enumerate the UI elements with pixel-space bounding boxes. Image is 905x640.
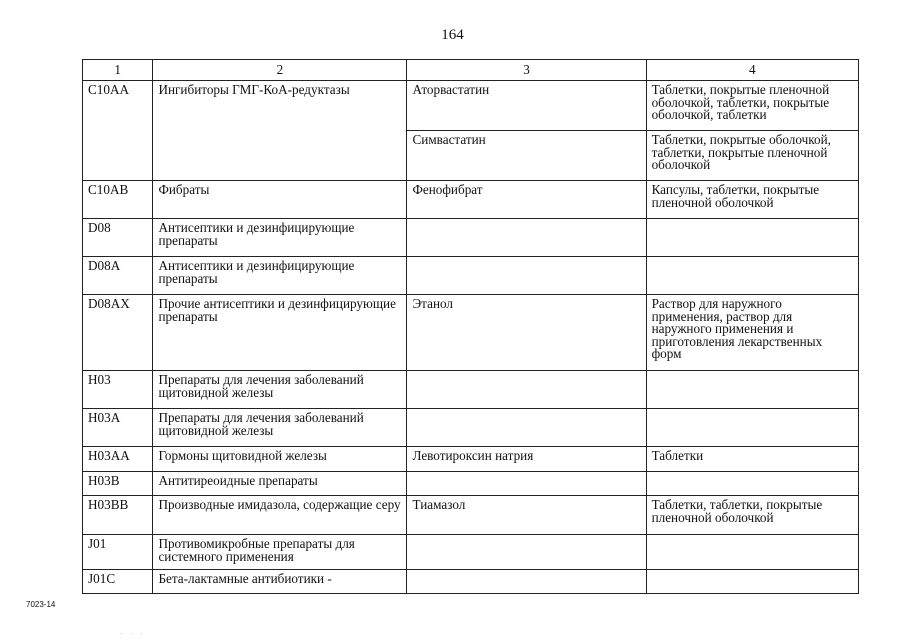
group-cell: Антисептики и дезинфицирующие препараты <box>153 257 407 295</box>
group-cell: Бета-лактамные антибиотики - <box>153 570 407 594</box>
header-cell-form: 4 <box>646 60 858 81</box>
form-cell <box>646 257 858 295</box>
code-cell: H03A <box>83 409 153 447</box>
form-cell: Капсулы, таблетки, покрытые пленочной оболочкой <box>646 181 858 219</box>
code-cell: D08A <box>83 257 153 295</box>
footer-code: 7023-14 <box>26 600 56 609</box>
group-cell: Антисептики и дезинфицирующие препараты <box>153 219 407 257</box>
table-row <box>83 570 859 594</box>
table-row <box>83 447 859 472</box>
form-cell: Таблетки, таблетки, покрытые пленочной оболочкой <box>646 496 858 535</box>
form-cell <box>646 371 858 409</box>
header-cell-code: 1 <box>83 60 153 81</box>
group-cell: Препараты для лечения заболеваний щитовидной железы <box>153 409 407 447</box>
header-row <box>83 60 859 81</box>
group-cell: Фибраты <box>153 181 407 219</box>
form-cell: Таблетки <box>646 447 858 472</box>
form-cell: Таблетки, покрытые пленочной оболочкой, таблетки, покрытые оболочкой, таблетки <box>646 81 858 131</box>
drug-cell <box>407 535 646 570</box>
drug-cell: Этанол <box>407 295 646 371</box>
code-cell: D08AX <box>83 295 153 371</box>
scan-speck: · · · <box>120 630 146 638</box>
drug-cell <box>407 371 646 409</box>
group-cell: Препараты для лечения заболеваний щитовидной железы <box>153 371 407 409</box>
drug-cell: Аторвастатин <box>407 81 646 131</box>
table-row <box>83 371 859 409</box>
table-row <box>83 496 859 535</box>
form-cell: Таблетки, покрытые оболочкой, таблетки, покрытые пленочной оболочкой <box>646 131 858 181</box>
group-cell: Прочие антисептики и дезинфицирующие препараты <box>153 295 407 371</box>
page-number: 164 <box>441 27 464 43</box>
code-cell: H03 <box>83 371 153 409</box>
table-row <box>83 181 859 219</box>
drug-cell: Левотироксин натрия <box>407 447 646 472</box>
drug-cell <box>407 219 646 257</box>
table-row <box>83 409 859 447</box>
code-cell: C10AB <box>83 181 153 219</box>
header-cell-group: 2 <box>153 60 407 81</box>
group-cell: Производные имидазола, содержащие серу <box>153 496 407 535</box>
drug-cell: Фенофибрат <box>407 181 646 219</box>
drug-cell <box>407 409 646 447</box>
group-cell: Гормоны щитовидной железы <box>153 447 407 472</box>
code-cell: D08 <box>83 219 153 257</box>
code-cell: H03B <box>83 472 153 496</box>
table-row <box>83 81 859 131</box>
table-row <box>83 295 859 371</box>
drug-cell: Симвастатин <box>407 131 646 181</box>
form-cell <box>646 570 858 594</box>
group-cell: Противомикробные препараты для системного применения <box>153 535 407 570</box>
form-cell <box>646 409 858 447</box>
code-cell: C10AA <box>83 81 153 181</box>
form-cell <box>646 472 858 496</box>
table-row <box>83 257 859 295</box>
form-cell <box>646 219 858 257</box>
form-cell: Раствор для наружного применения, раствор для наружного применения и приготовления лекарственных форм <box>646 295 858 371</box>
drug-cell <box>407 257 646 295</box>
code-cell: J01C <box>83 570 153 594</box>
form-cell <box>646 535 858 570</box>
drug-table <box>82 59 859 594</box>
code-cell: H03AA <box>83 447 153 472</box>
table-row <box>83 219 859 257</box>
drug-cell: Тиамазол <box>407 496 646 535</box>
group-cell: Ингибиторы ГМГ-КоА-редуктазы <box>153 81 407 181</box>
group-cell: Антитиреоидные препараты <box>153 472 407 496</box>
header-cell-drug: 3 <box>407 60 646 81</box>
drug-cell <box>407 472 646 496</box>
table-row <box>83 472 859 496</box>
table-row <box>83 535 859 570</box>
drug-cell <box>407 570 646 594</box>
code-cell: H03BB <box>83 496 153 535</box>
code-cell: J01 <box>83 535 153 570</box>
